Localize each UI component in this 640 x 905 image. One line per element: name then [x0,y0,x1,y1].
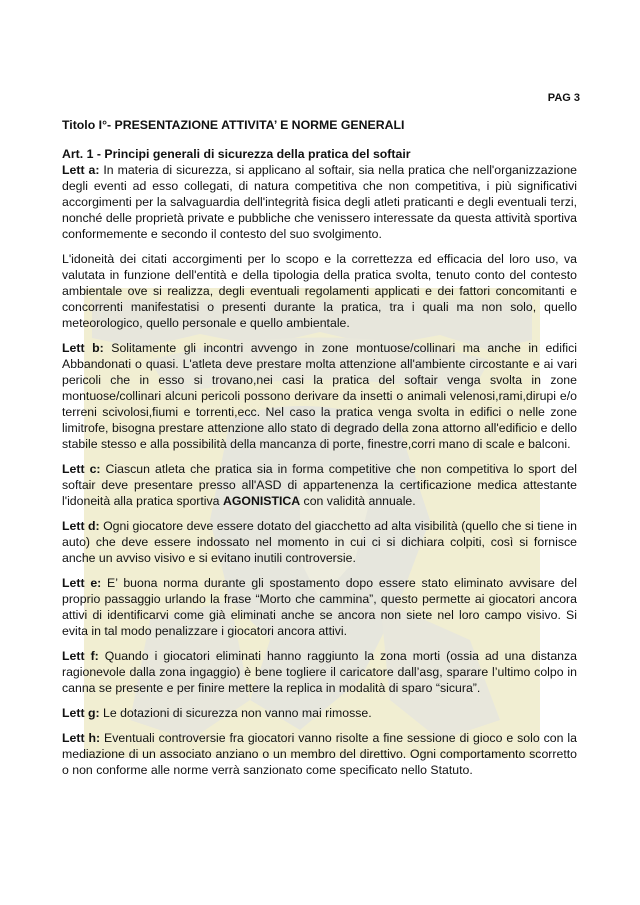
lett-e-text: E’ buona norma durante gli spostamento dopo essere stato eliminato avvisare del proprio passaggio urlando la frase “Morto che cammina”, questo permette ai giocatori ancora attivi di identificarvi come già eliminati anche se ancora non siete nel loro campo visivo. Si evita in tal modo penalizzare i giocatori ancora attivi. [62,576,577,638]
lett-a-label: Lett a: [62,163,100,177]
lett-d-label: Lett d: [62,519,100,533]
lett-a-text: In materia di sicurezza, si applicano al softair, sia nella pratica che nell'organizzazione degli eventi ad esso collegati, di natura competitiva che non competitiva, i più significativi accorgimenti per la salvaguardia dell'integrità fisica degli atleti praticanti e degli eventuali terzi, nonché delle proprietà private e pubbliche che venissero interessate da questa attività sportiva conformemente e secondo il contesto del suo svolgimento. [62,163,577,241]
lett-d-text: Ogni giocatore deve essere dotato del giacchetto ad alta visibilità (quello che si tiene in auto) che deve essere indossato nel momento in cui ci si dichiara colpiti, così si fornisce anche un avviso visivo e si evitano inutili controversie. [62,519,577,565]
lett-b-text: Solitamente gli incontri avvengo in zone montuose/collinari ma anche in edifici Abbandonati o quasi. L'atleta deve prestare molta attenzione all'ambiente circostante e ai vari pericoli che in esso si trovano,nei casi la pratica del softair venga svolta in zone montuose/collinari alcuni pericoli possono derivare da insetti o animali velenosi,rami,dirupi e/o terreni scivolosi,fiumi e torrenti,ecc. Nel caso la pratica venga svolta in edifici o nelle zone limitrofe, bisogna prestare attenzione allo stato di degrado della zona attorno all'edificio e dello stabile stesso e alla possibilità della mancanza di porte, finestre,corri mano di scale e balconi. [62,341,577,451]
lett-f-text: Quando i giocatori eliminati hanno raggiunto la zona morti (ossia ad una distanza ragionevole dalla zona ingaggio) è bene togliere il caricatore dall’asg, sparare l’ultimo colpo in canna se presente e per finire mettere la replica in modalità di sparo “sicura”. [62,649,577,695]
lett-c-text-after: con validità annuale. [300,494,416,508]
paragraph-lett-f [62,648,577,696]
paragraph-lett-b [62,340,577,452]
paragraph-lett-g [62,705,577,721]
lett-g-text: Le dotazioni di sicurezza non vanno mai rimosse. [99,706,372,720]
paragraph-lett-d [62,518,577,566]
paragraph-lett-e [62,575,577,639]
lett-f-label: Lett f: [62,649,99,663]
paragraph-lett-a-2: L'idoneità dei citati accorgimenti per lo scopo e la correttezza ed efficacia del loro uso, va valutata in funzione dell'entità e della tipologia della pratica svolta, tenuto conto del contesto ambientale ove si realizza, degli eventuali regolamenti applicati e dei fattori concomitanti e concorrenti manifestatisi o presenti durante la pratica, tra i quali ma non solo, quello meteorologico, quello personale e quello ambientale. [62,252,577,330]
document-title: Titolo I°- PRESENTAZIONE ATTIVITA’ E NORME GENERALI [62,118,405,132]
article-title: Art. 1 - Principi generali di sicurezza della pratica del softair [62,147,411,161]
lett-h-text: Eventuali controversie fra giocatori vanno risolte a fine sessione di gioco e solo con la mediazione di un associato anziano o un membro del direttivo. Ogni comportamento scorretto o non conforme alle norme verrà sanzionato come specificato nello Statuto. [62,731,577,777]
lett-h-label: Lett h: [62,731,101,745]
lett-c-emphasis: AGONISTICA [222,494,301,508]
page-number: PAG 3 [547,92,580,104]
paragraph-lett-h [62,730,577,778]
lett-c-label: Lett c: [62,462,101,476]
document-body [62,118,577,787]
lett-c-text: Ciascun atleta che pratica sia in forma competitive che non competitiva lo sport del softair deve presentare presso all'ASD di appartenenza la certificazione medica attestante l'idoneità alla pratica sportiva [62,462,577,508]
lett-b-label: Lett b: [62,341,104,355]
paragraph-lett-c [62,461,577,509]
lett-g-label: Lett g: [62,706,100,720]
lett-e-label: Lett e: [62,576,102,590]
paragraph-lett-a [62,162,577,242]
